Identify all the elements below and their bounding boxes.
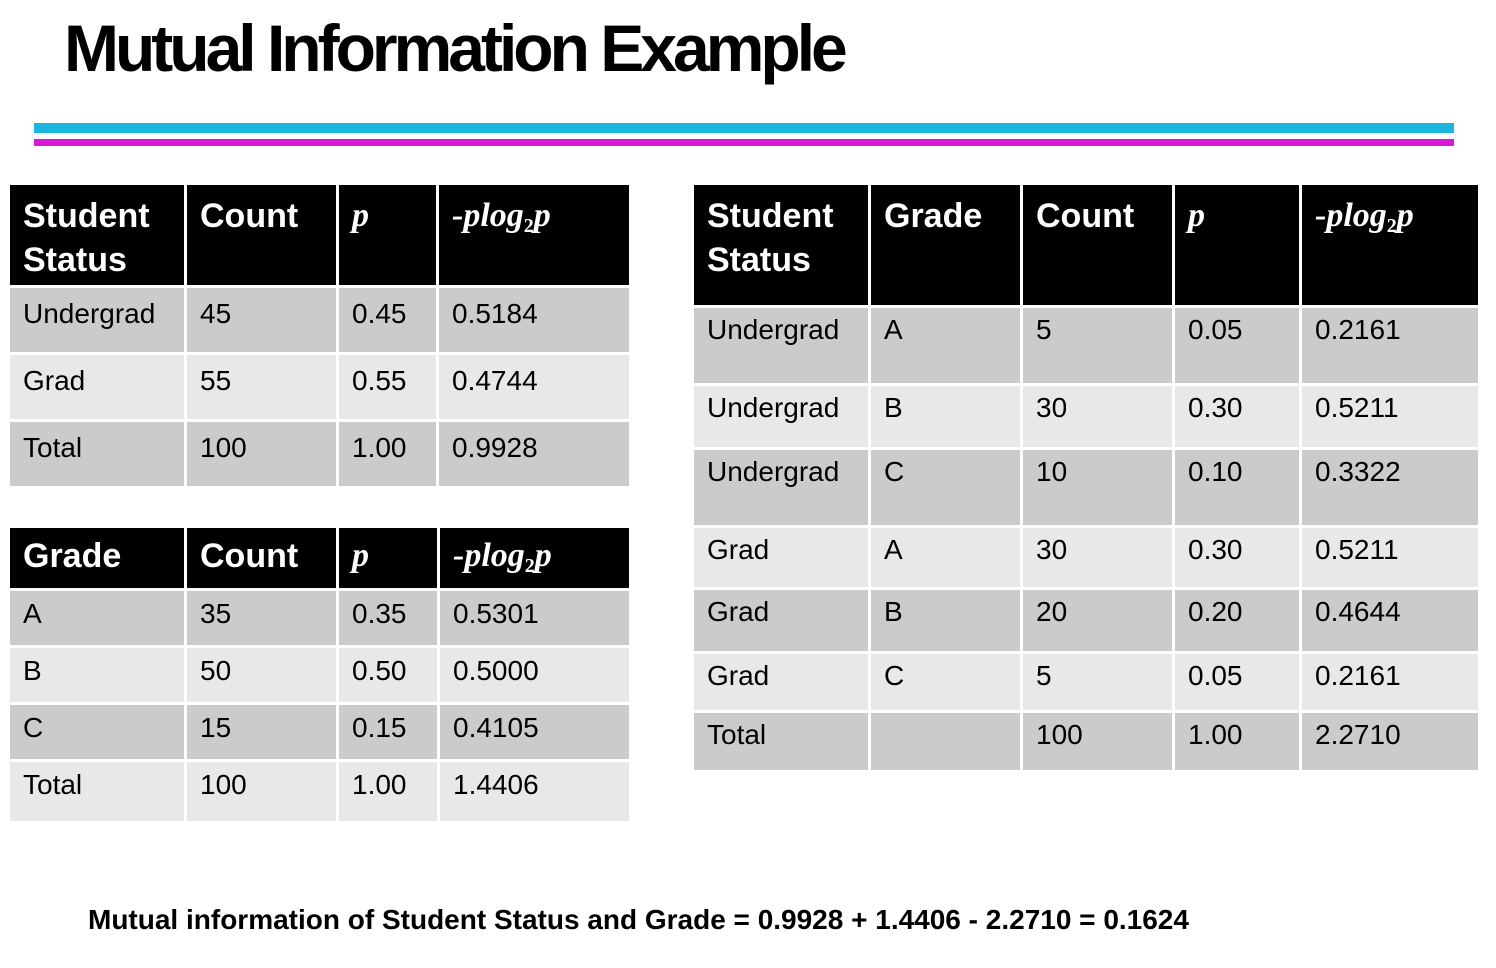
- cell-count: 15: [187, 705, 339, 762]
- cell-count: 30: [1023, 386, 1175, 450]
- cell-count: 100: [187, 762, 339, 821]
- cell-label: Grad: [10, 355, 187, 422]
- cell-count: 5: [1023, 308, 1175, 386]
- table-row: [10, 355, 629, 422]
- cell-status: Grad: [694, 654, 871, 713]
- table-row: [694, 590, 1478, 654]
- table-row: [694, 308, 1478, 386]
- cell-p: 0.50: [339, 648, 440, 705]
- table-row: [10, 705, 629, 762]
- table-row: [10, 422, 629, 486]
- cell-label: Undergrad: [10, 288, 187, 355]
- cell-grade: C: [871, 450, 1023, 528]
- cell-p: 1.00: [339, 762, 440, 821]
- title-rule-magenta: [34, 139, 1454, 146]
- joint-table: [694, 185, 1478, 770]
- cell-status: Undergrad: [694, 308, 871, 386]
- cell-count: 45: [187, 288, 339, 355]
- cell-neg-plog2p: 0.5211: [1302, 386, 1478, 450]
- header-neg-plog2p: -plog$_2$p: [439, 185, 629, 288]
- table-row: [694, 654, 1478, 713]
- cell-neg-plog2p: 0.4644: [1302, 590, 1478, 654]
- cell-neg-plog2p: 0.2161: [1302, 654, 1478, 713]
- cell-p: 1.00: [1175, 713, 1302, 770]
- table-header-row: [10, 185, 629, 288]
- header-neg-plog2p: -plog$_2$p: [440, 528, 629, 591]
- header-grade: Grade: [10, 528, 187, 591]
- cell-neg-plog2p: 0.5211: [1302, 528, 1478, 590]
- table-row: [694, 450, 1478, 528]
- header-p: p: [339, 528, 440, 591]
- cell-count: 30: [1023, 528, 1175, 590]
- header-neg-plog2p: -plog$_2$p: [1302, 185, 1478, 308]
- cell-p: 0.20: [1175, 590, 1302, 654]
- cell-p: 0.30: [1175, 386, 1302, 450]
- table-row: [694, 386, 1478, 450]
- table-row: [10, 288, 629, 355]
- header-grade: Grade: [871, 185, 1023, 308]
- cell-grade: A: [871, 528, 1023, 590]
- table-row: [10, 591, 629, 648]
- cell-count: 50: [187, 648, 339, 705]
- cell-grade: B: [871, 386, 1023, 450]
- cell-p: 0.05: [1175, 308, 1302, 386]
- cell-count: 35: [187, 591, 339, 648]
- cell-count: 100: [187, 422, 339, 486]
- header-student-status: Student Status: [10, 185, 187, 288]
- cell-neg-plog2p: 1.4406: [440, 762, 629, 821]
- cell-label: A: [10, 591, 187, 648]
- cell-label: Total: [10, 762, 187, 821]
- cell-count: 100: [1023, 713, 1175, 770]
- cell-p: 0.30: [1175, 528, 1302, 590]
- table-header-row: [694, 185, 1478, 308]
- cell-neg-plog2p: 0.5301: [440, 591, 629, 648]
- page-title: Mutual Information Example: [64, 11, 844, 85]
- header-p: p: [1175, 185, 1302, 308]
- cell-p: 0.15: [339, 705, 440, 762]
- title-rule-cyan: [34, 123, 1454, 133]
- cell-label: B: [10, 648, 187, 705]
- cell-neg-plog2p: 2.2710: [1302, 713, 1478, 770]
- table-row: [694, 528, 1478, 590]
- cell-p: 0.45: [339, 288, 439, 355]
- table-header-row: [10, 528, 629, 591]
- header-student-status: Student Status: [694, 185, 871, 308]
- cell-status: Total: [694, 713, 871, 770]
- header-count: Count: [1023, 185, 1175, 308]
- grade-table: [10, 528, 629, 821]
- cell-neg-plog2p: 0.4744: [439, 355, 629, 422]
- cell-status: Undergrad: [694, 450, 871, 528]
- cell-p: 1.00: [339, 422, 439, 486]
- cell-p: 0.05: [1175, 654, 1302, 713]
- cell-p: 0.10: [1175, 450, 1302, 528]
- cell-neg-plog2p: 0.9928: [439, 422, 629, 486]
- table-row: [694, 713, 1478, 770]
- table-row: [10, 648, 629, 705]
- header-count: Count: [187, 528, 339, 591]
- cell-status: Grad: [694, 590, 871, 654]
- cell-count: 10: [1023, 450, 1175, 528]
- cell-label: C: [10, 705, 187, 762]
- cell-grade: [871, 713, 1023, 770]
- header-count: Count: [187, 185, 339, 288]
- cell-grade: B: [871, 590, 1023, 654]
- table-row: [10, 762, 629, 821]
- cell-p: 0.35: [339, 591, 440, 648]
- mutual-information-result: Mutual information of Student Status and Grade = 0.9928 + 1.4406 - 2.2710 = 0.1624: [88, 904, 1189, 935]
- cell-count: 5: [1023, 654, 1175, 713]
- cell-count: 20: [1023, 590, 1175, 654]
- cell-grade: C: [871, 654, 1023, 713]
- cell-neg-plog2p: 0.2161: [1302, 308, 1478, 386]
- cell-neg-plog2p: 0.5184: [439, 288, 629, 355]
- cell-label: Total: [10, 422, 187, 486]
- student-status-table: [10, 185, 629, 486]
- cell-grade: A: [871, 308, 1023, 386]
- cell-neg-plog2p: 0.3322: [1302, 450, 1478, 528]
- cell-count: 55: [187, 355, 339, 422]
- header-p: p: [339, 185, 439, 288]
- cell-neg-plog2p: 0.5000: [440, 648, 629, 705]
- cell-p: 0.55: [339, 355, 439, 422]
- cell-status: Undergrad: [694, 386, 871, 450]
- cell-status: Grad: [694, 528, 871, 590]
- cell-neg-plog2p: 0.4105: [440, 705, 629, 762]
